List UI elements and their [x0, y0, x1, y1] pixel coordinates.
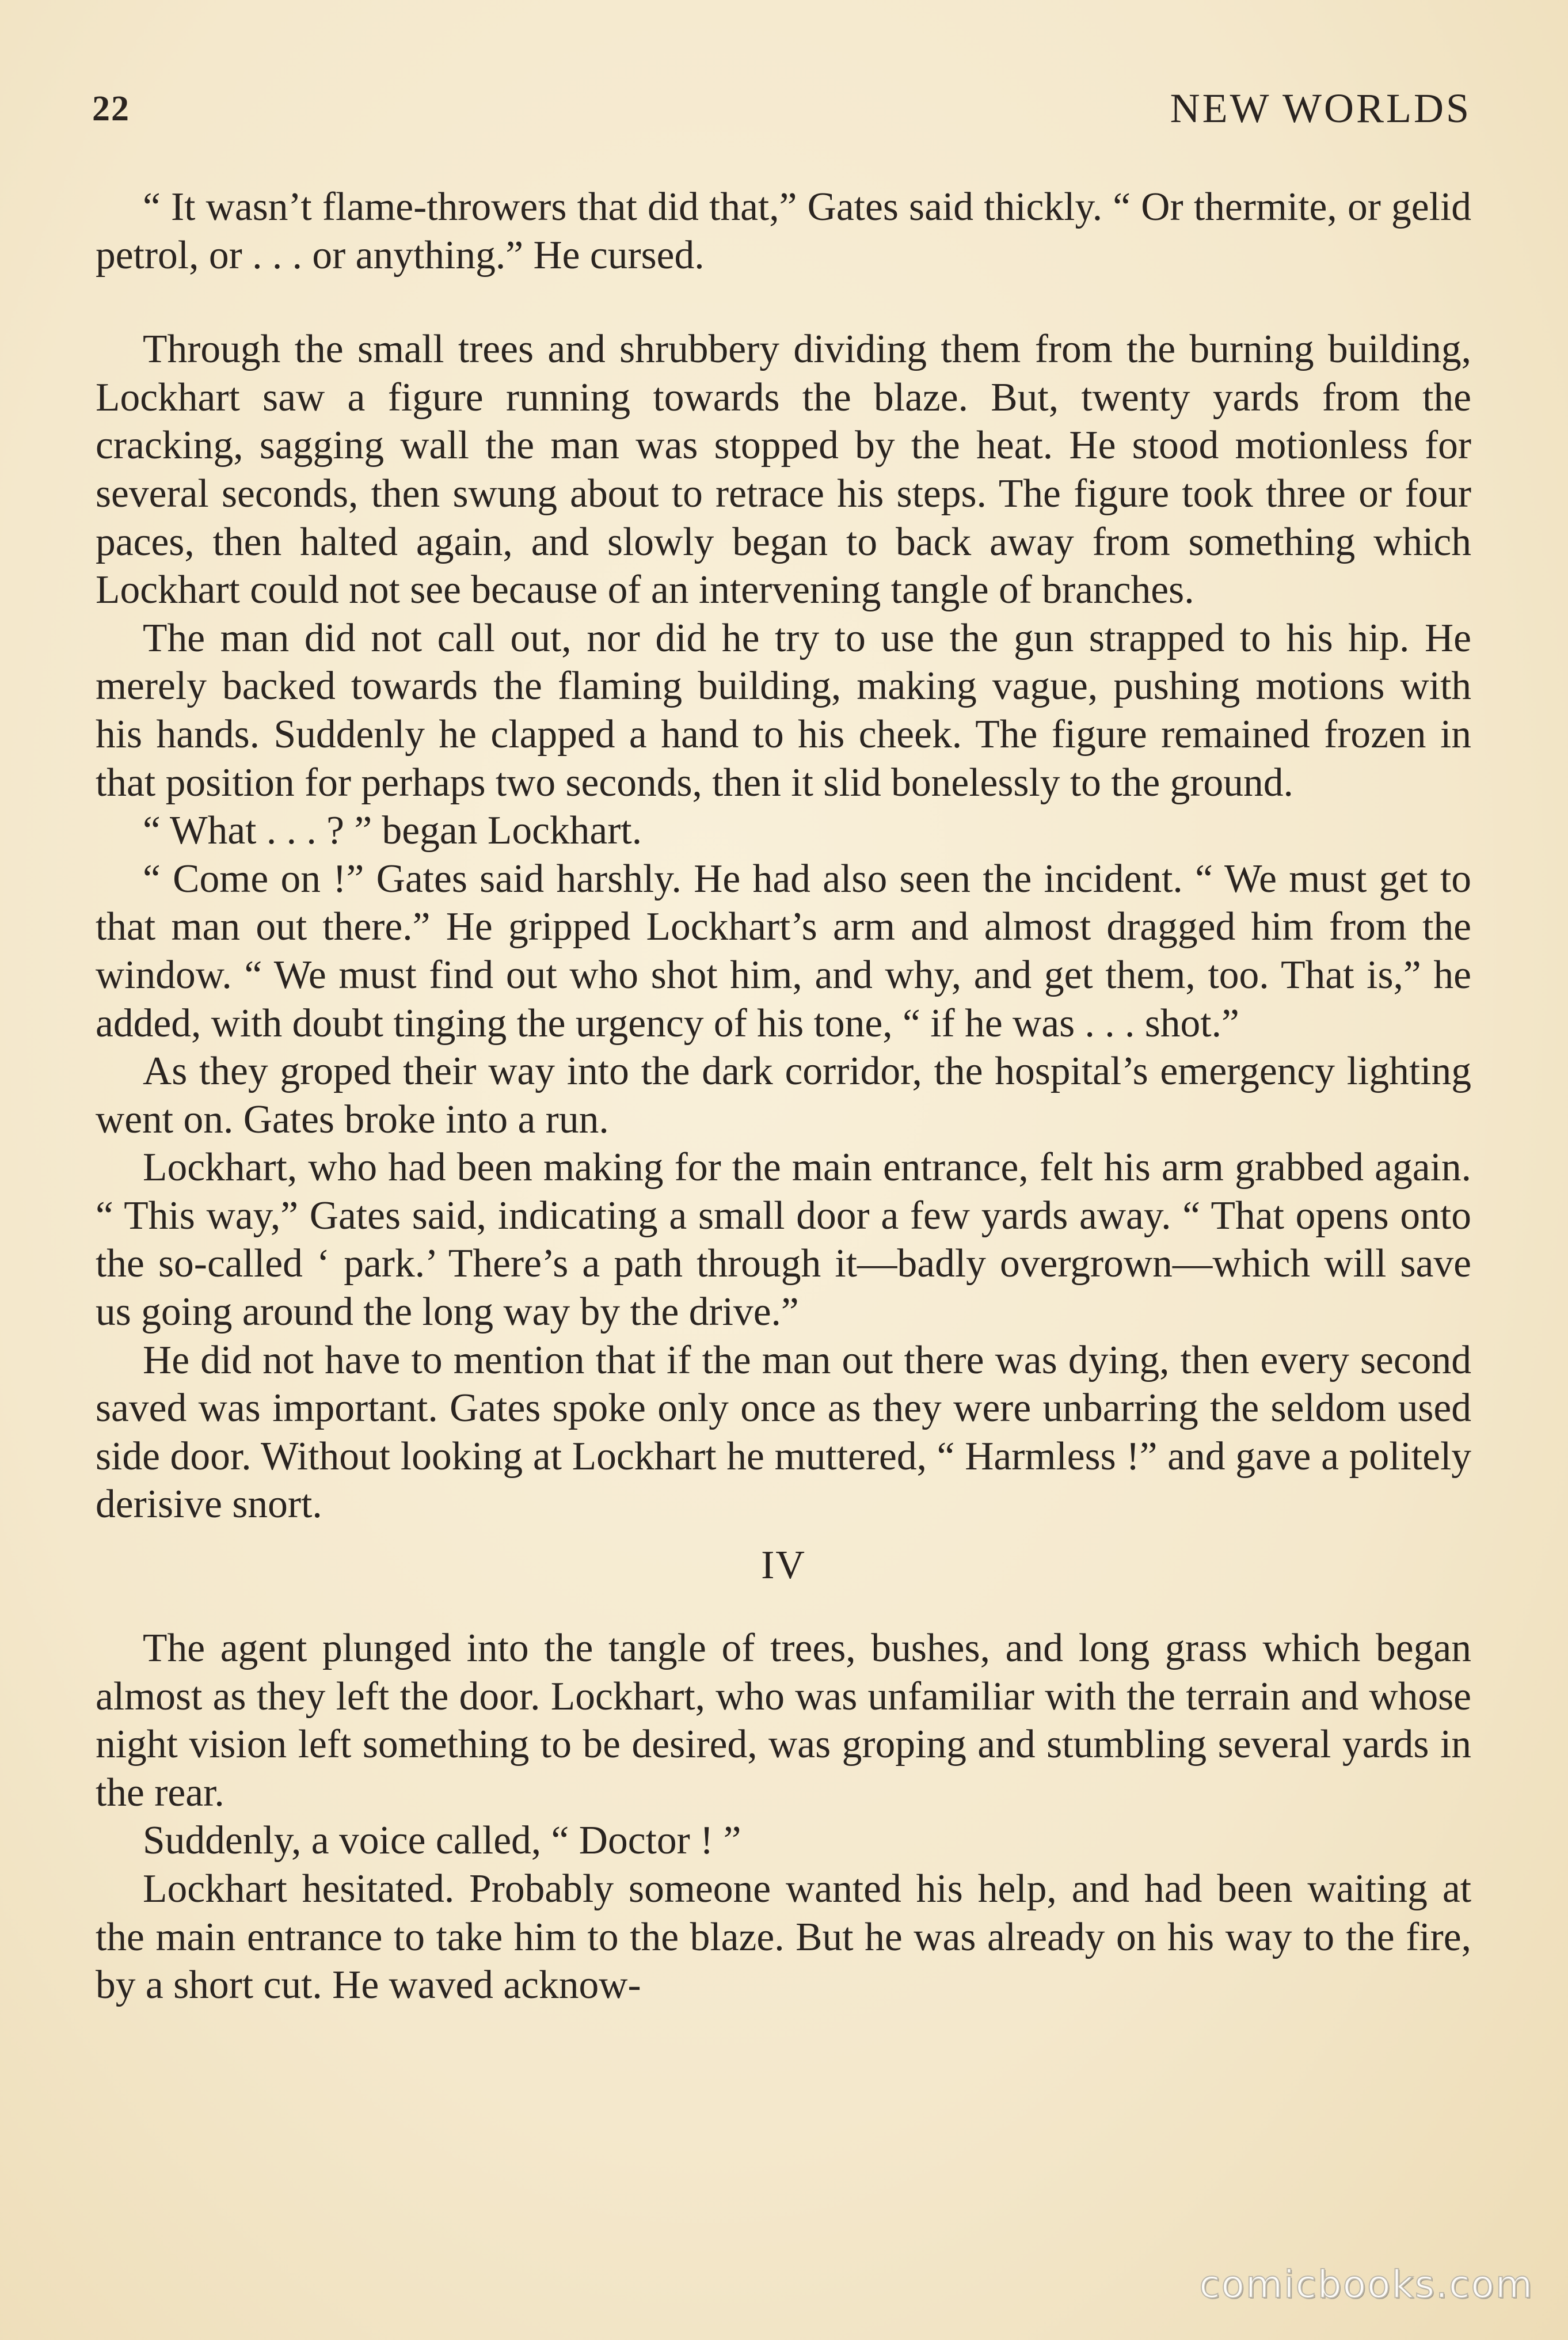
paragraph: Through the small trees and shrubbery dividing them from the burning building, Lockhart saw a figure running towards the blaze. But, twenty yards from the cracking, sagging wall the man was stopped by the heat. He stood motionless for several seconds, then swung about to retrace his steps. The figure took three or four paces, then halted again, and slowly began to back away from something which Lockhart could not see because of an intervening tangle of branches.	[96, 327, 1471, 613]
watermark: comicbooks.com	[1199, 2262, 1533, 2307]
section-heading: IV	[761, 1543, 806, 1588]
paragraph: “ Come on !” Gates said harshly. He had also seen the incident. “ We must get to that man out there.” He gripped Lockhart’s arm and almost dragged him from the window. “ We must find out who shot him, and why, and get them, too. That is,” he added, with doubt tinging the urgency of his tone, “ if he was . . . shot.”	[96, 856, 1471, 1046]
paragraph: The man did not call out, nor did he try to use the gun strapped to his hip. He merely backed towards the flaming building, making vague, pushing motions with his hands. Suddenly he clapped a hand to his cheek. The figure remained frozen in that position for perhaps two seconds, then it slid bonelessly to the ground.	[96, 616, 1471, 805]
paragraph: “ It wasn’t flame-throwers that did that,” Gates said thickly. “ Or thermite, or gelid petrol, or . . . or anything.” He cursed.	[96, 185, 1471, 278]
paragraph: Suddenly, a voice called, “ Doctor ! ”	[143, 1818, 741, 1863]
paragraph: Lockhart hesitated. Probably someone wanted his help, and had been waiting at the main entrance to take him to the blaze. But he was already on his way to the fire, by a short cut. He waved acknow-	[96, 1867, 1471, 2008]
paragraph: The agent plunged into the tangle of trees, bushes, and long grass which began almost as they left the door. Lockhart, who was unfamiliar with the terrain and whose night vision left something to be desired, was groping and stumbling several yards in the rear.	[96, 1626, 1471, 1815]
running-head: NEW WORLDS	[1170, 85, 1471, 131]
paragraph: As they groped their way into the dark corridor, the hospital’s emergency lighting went on. Gates broke into a run.	[96, 1049, 1471, 1142]
paragraph: He did not have to mention that if the man out there was dying, then every second saved was important. Gates spoke only once as they were unbarring the seldom used side door. Without looking at Lockhart he muttered, “ Harmless !” and gave a politely derisive snort.	[96, 1338, 1471, 1527]
paragraph: Lockhart, who had been making for the main entrance, felt his arm grabbed again. “ This way,” Gates said, indicating a small door a few yards away. “ That opens onto the so-called ‘ park.’ There’s a path through it—badly overgrown—which will save us going around the long way by the drive.”	[96, 1145, 1471, 1335]
page-number: 22	[92, 89, 130, 128]
body-text	[96, 183, 1471, 2009]
paragraph: “ What . . . ? ” began Lockhart.	[143, 808, 642, 853]
